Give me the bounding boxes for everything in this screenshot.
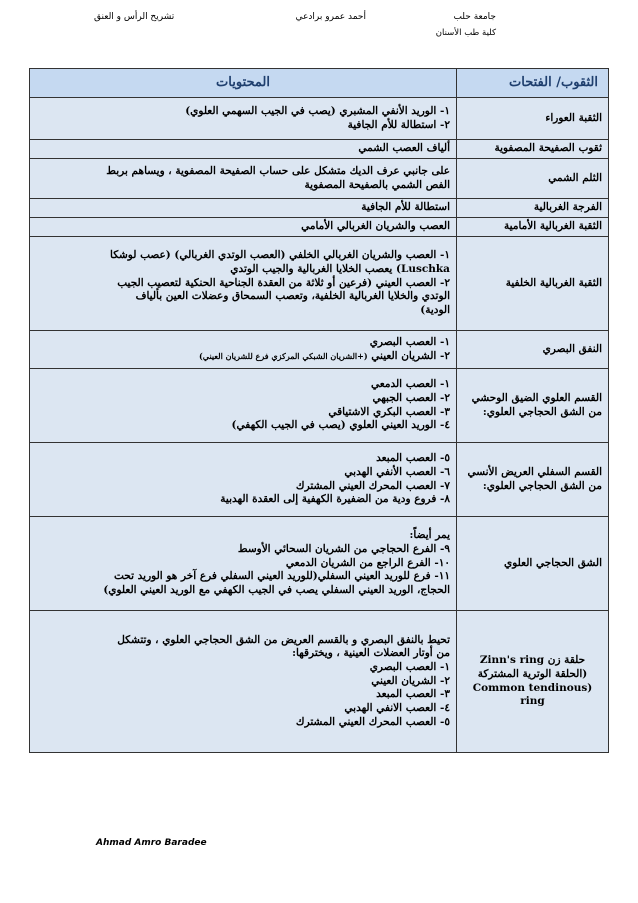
openings-table xyxy=(29,68,609,753)
content-line: ١- العصب والشريان الغربالي الخلفي (العصب الوتدي الغربالي) (عصب لوشكا xyxy=(110,249,450,262)
opening-cell: الشق الحجاجي العلوي xyxy=(457,517,609,611)
opening-cell: الفرجة الغربالية xyxy=(457,199,609,218)
contents-cell xyxy=(30,218,457,237)
faculty-name: كلية طب الأسنان xyxy=(435,28,496,38)
zinn-ring-arabic: (الحلقة الوترية المشتركة xyxy=(477,667,588,680)
content-line: الودية) xyxy=(420,303,450,316)
content-line: ٤- العصب الانفي الهدبي xyxy=(344,701,450,714)
contents-cell xyxy=(30,159,457,199)
content-line: ٢- العصب الجبهي xyxy=(372,391,450,404)
content-line: ٣- العصب البكري الاشتياقي xyxy=(328,405,450,418)
content-line: ٤- الوريد العيني العلوي (يصب في الجيب الكهفي) xyxy=(231,419,450,432)
contents-cell xyxy=(30,369,457,443)
table-row xyxy=(30,517,609,611)
header-contents: المحتويات xyxy=(30,69,457,98)
content-line: ٦- العصب الأنفي الهدبي xyxy=(344,465,450,478)
content-line: ٥- العصب المبعد xyxy=(376,452,450,465)
opening-cell: الثقبة الغربالية الأمامية xyxy=(457,218,609,237)
contents-cell xyxy=(30,237,457,331)
opening-cell: الثقبة الغربالية الخلفية xyxy=(457,237,609,331)
table-row xyxy=(30,611,609,753)
opening-cell: القسم العلوي الضيق الوحشي من الشق الحجاجي العلوي: xyxy=(457,369,609,443)
content-text: ٢- الشريان العيني xyxy=(371,349,450,362)
university-name: جامعة حلب xyxy=(453,12,496,22)
opening-cell xyxy=(457,611,609,753)
content-line xyxy=(36,350,450,364)
content-line: من أوتار العضلات العينية ، ويخترقها: xyxy=(292,647,450,660)
content-line: الفص الشمي بالصفيحة المصفوية xyxy=(304,178,450,191)
page-header xyxy=(24,12,614,48)
opening-cell: القسم السفلي العريض الأنسي من الشق الحجاجي العلوي: xyxy=(457,443,609,517)
content-line: العصب والشريان الغربالي الأمامي xyxy=(301,220,450,233)
table-row xyxy=(30,199,609,218)
content-line: الحجاج، الوريد العيني السفلي يصب في الجيب الكهفي مع الوريد العيني العلوي) xyxy=(103,583,450,596)
zinn-ring-latin: (Common tendinous ring xyxy=(472,681,593,708)
content-line: ١- العصب البصري xyxy=(369,335,450,348)
contents-cell xyxy=(30,517,457,611)
footer-author: Ahmad Amro Baradee xyxy=(96,838,207,848)
content-line: ١- الوريد الأنفي المشبري (يصب في الجيب السهمي العلوي) xyxy=(185,104,450,117)
table-row xyxy=(30,443,609,517)
author-name: أحمد عمرو برادعي xyxy=(295,12,366,22)
content-line: ٨- فروع ودية من الضفيرة الكهفية إلى العقدة الهدبية xyxy=(220,493,450,506)
table-header-row xyxy=(30,69,609,98)
content-note: (+الشريان الشبكي المركزي فرع للشريان العيني) xyxy=(199,350,368,361)
contents-cell xyxy=(30,199,457,218)
content-line: ١- العصب الدمعي xyxy=(371,378,450,391)
contents-cell xyxy=(30,331,457,369)
content-line: على جانبي عرف الديك متشكل على حساب الصفيحة المصفوية ، ويساهم بربط xyxy=(106,164,450,177)
content-line: تحيط بالنفق البصري و بالقسم العريض من الشق الحجاجي العلوي ، وتتشكل xyxy=(117,633,450,646)
table-row xyxy=(30,331,609,369)
contents-cell xyxy=(30,140,457,159)
zinn-ring-title: حلقة زن Zinn's ring xyxy=(479,654,586,667)
content-line: ١- العصب البصري xyxy=(369,661,450,674)
table-row xyxy=(30,218,609,237)
table-row xyxy=(30,98,609,140)
content-line: ٥- العصب المحرك العيني المشترك xyxy=(295,715,450,728)
content-line: ألياف العصب الشمي xyxy=(358,142,450,155)
content-line: ٧- العصب المحرك العيني المشترك xyxy=(295,479,450,492)
opening-cell: الثلم الشمي xyxy=(457,159,609,199)
header-openings: الثقوب/ الفتحات xyxy=(457,69,609,98)
content-line: ١٠- الفرع الراجع من الشريان الدمعي xyxy=(285,556,450,569)
opening-cell: ثقوب الصفيحة المصفوية xyxy=(457,140,609,159)
table-row xyxy=(30,369,609,443)
content-line: Luschka) يعصب الخلايا الغربالية والجيب الوتدي xyxy=(230,263,450,276)
contents-cell xyxy=(30,611,457,753)
contents-cell xyxy=(30,98,457,140)
content-line: ٩- الفرع الحجاجي من الشريان السحائي الأوسط xyxy=(237,543,450,556)
opening-cell: الثقبة العوراء xyxy=(457,98,609,140)
opening-cell: النفق البصري xyxy=(457,331,609,369)
content-line: ٢- استطالة للأم الجافية xyxy=(347,118,450,131)
table-row xyxy=(30,159,609,199)
content-line: ١١- فرع للوريد العيني السفلي(للوريد العيني السفلي فرع آخر هو الوريد تحت xyxy=(114,570,450,583)
contents-cell xyxy=(30,443,457,517)
table-row xyxy=(30,140,609,159)
content-line: الوتدي والخلايا الغربالية الخلفية، وتعصب السمحاق وعضلات العين بألياف xyxy=(135,290,450,303)
content-line: ٢- العصب العيني (فرعين أو ثلاثة من العقدة الجناحية الحنكية لتعصيب الجيب xyxy=(117,276,450,289)
content-line: يمر أيضاً: xyxy=(409,529,450,542)
subject-title: تشريح الرأس و العنق xyxy=(94,12,175,22)
content-line: ٢- الشريان العيني xyxy=(371,674,450,687)
content-line: استطالة للأم الجافية xyxy=(361,201,450,214)
content-line: ٣- العصب المبعد xyxy=(376,688,450,701)
table-row xyxy=(30,237,609,331)
